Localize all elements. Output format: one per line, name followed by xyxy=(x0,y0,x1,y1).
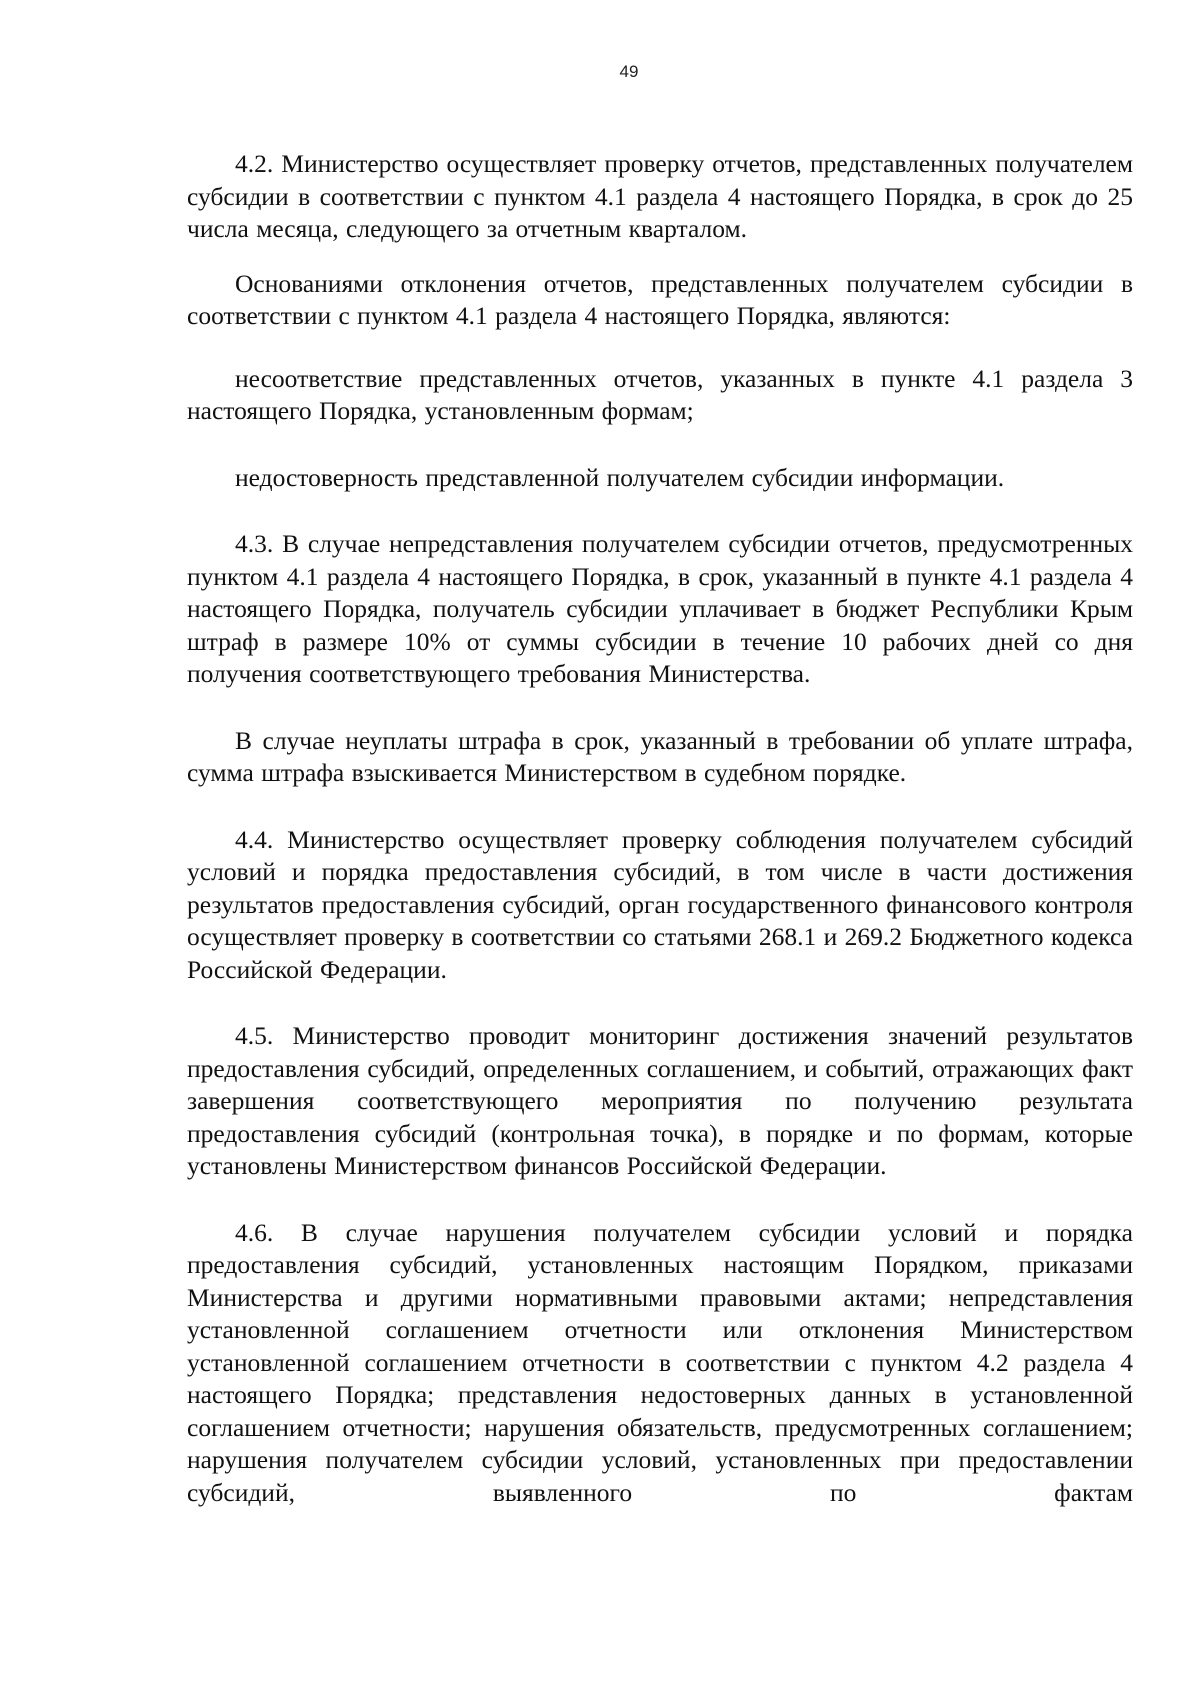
paragraph-grounds-item-1: несоответствие представленных отчетов, указанных в пункте 4.1 раздела 3 настоящего Порядка, установленным формам; xyxy=(187,363,1133,425)
paragraph-4-4: 4.4. Министерство осуществляет проверку соблюдения получателем субсидий условий и порядка предоставления субсидий, в том числе в части достижения результатов предоставления субсидий, орган государственного финансового контроля осуществляет проверку в соответствии со статьями 268.1 и 269.2 Бюджетного кодекса Российской Федерации. xyxy=(187,824,1133,984)
paragraph-grounds: Основаниями отклонения отчетов, представленных получателем субсидии в соответствии с пунктом 4.1 раздела 4 настоящего Порядка, являются: xyxy=(187,268,1133,330)
paragraph-4-6: 4.6. В случае нарушения получателем субсидии условий и порядка предоставления субсидий, установленных настоящим Порядком, приказами Министерства и другими нормативными правовыми актами; непредставления установленной соглашением отчетности или отклонения Министерством установленной соглашением отчетности в соответствии с пунктом 4.2 раздела 4 настоящего Порядка; представления недостоверных данных в установленной соглашением отчетности; нарушения обязательств, предусмотренных соглашением; нарушения получателем субсидии условий, установленных при предоставлении субсидий, выявленного по фактам xyxy=(187,1217,1133,1507)
document-body xyxy=(187,148,1133,1509)
page-number: 49 xyxy=(619,62,639,81)
paragraph-fine: В случае неуплаты штрафа в срок, указанный в требовании об уплате штрафа, сумма штрафа взыскивается Министерством в судебном порядке. xyxy=(187,725,1133,787)
paragraph-4-5: 4.5. Министерство проводит мониторинг достижения значений результатов предоставления субсидий, определенных соглашением, и событий, отражающих факт завершения соответствующего мероприятия по получению результата предоставления субсидий (контрольная точка), в порядке и по формам, которые установлены Министерством финансов Российской Федерации. xyxy=(187,1021,1133,1180)
paragraph-grounds-item-2: недостоверность представленной получателем субсидии информации. xyxy=(235,462,1005,492)
paragraph-4-3: 4.3. В случае непредставления получателем субсидии отчетов, предусмотренных пунктом 4.1 раздела 4 настоящего Порядка, в срок, указанный в пункте 4.1 раздела 4 настоящего Порядка, получатель субсидии уплачивает в бюджет Республики Крым штраф в размере 10% от суммы субсидии в течение 10 рабочих дней со дня получения соответствующего требования Министерства. xyxy=(187,529,1133,688)
paragraph-4-2: 4.2. Министерство осуществляет проверку отчетов, представленных получателем субсидии в соответствии с пунктом 4.1 раздела 4 настоящего Порядка, в срок до 25 числа месяца, следующего за отчетным кварталом. xyxy=(187,149,1133,243)
